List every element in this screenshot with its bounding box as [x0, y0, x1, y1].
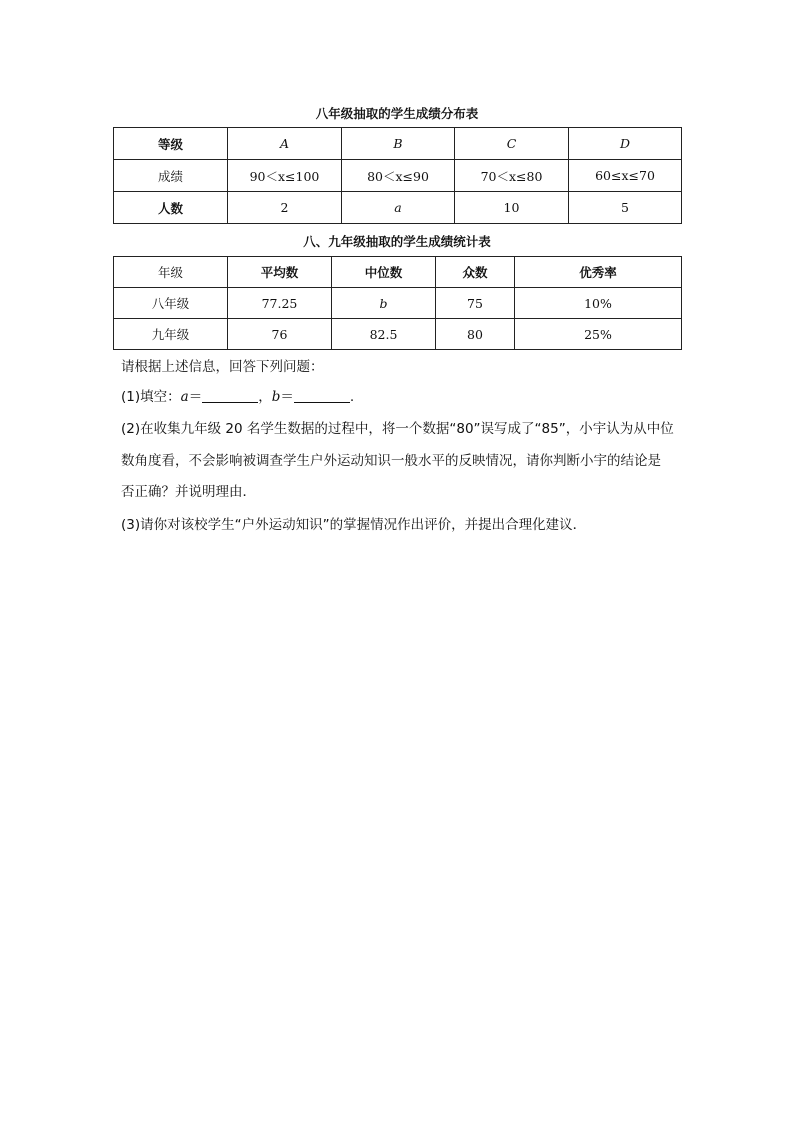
q1-equals-a: ＝ — [188, 389, 203, 405]
row-label-grade-level: 等级 — [114, 128, 228, 160]
questions-intro: 请根据上述信息，回答下列问题： — [121, 359, 324, 375]
table-cell: b — [332, 288, 436, 319]
table-cell: 76 — [228, 319, 332, 350]
question-1 — [121, 382, 681, 412]
table-row — [114, 128, 682, 160]
table-cell: D — [569, 128, 682, 160]
q1-equals-b: ＝ — [280, 389, 294, 405]
table-row — [114, 160, 682, 192]
row-label-score: 成绩 — [114, 160, 228, 192]
column-header: 年级 — [114, 257, 228, 288]
table-cell: 25% — [515, 319, 682, 350]
table-cell: C — [455, 128, 569, 160]
table-cell: 2 — [228, 192, 342, 224]
table-header-row — [114, 257, 682, 288]
table-cell: 10% — [515, 288, 682, 319]
column-header: 中位数 — [332, 257, 436, 288]
table-cell: 八年级 — [114, 288, 228, 319]
question-3: (3)请你对该校学生“户外运动知识”的掌握情况作出评价，并提出合理化建议． — [121, 517, 587, 533]
q1-var-a: a — [180, 389, 189, 405]
grade-distribution-table — [113, 127, 682, 224]
table1-caption: 八年级抽取的学生成绩分布表 — [315, 106, 479, 121]
table-row — [114, 288, 682, 319]
table-cell: 82.5 — [332, 319, 436, 350]
table-row — [114, 319, 682, 350]
table-cell: A — [228, 128, 342, 160]
row-label-count: 人数 — [114, 192, 228, 224]
grade-statistics-table — [113, 256, 682, 350]
table-cell: a — [342, 192, 455, 224]
table-cell: 90＜x≤100 — [228, 160, 342, 192]
answer-blank-a — [202, 388, 258, 403]
table-cell: 5 — [569, 192, 682, 224]
column-header: 众数 — [436, 257, 515, 288]
table-cell: 75 — [436, 288, 515, 319]
q1-separator: ， — [258, 389, 272, 405]
table-cell: 80＜x≤90 — [342, 160, 455, 192]
table-cell: 70＜x≤80 — [455, 160, 569, 192]
q1-var-b: b — [271, 389, 281, 405]
q1-end: . — [349, 389, 355, 405]
q1-prefix: (1)填空： — [121, 389, 181, 405]
column-header: 平均数 — [228, 257, 332, 288]
table-cell: 77.25 — [228, 288, 332, 319]
table-cell: 80 — [436, 319, 515, 350]
question-2-line-2: 数角度看，不会影响被调查学生户外运动知识一般水平的反映情况，请你判断小宇的结论是 — [121, 453, 661, 469]
table-cell: 九年级 — [114, 319, 228, 350]
table2-caption: 八、九年级抽取的学生成绩统计表 — [303, 234, 491, 249]
table-cell: B — [342, 128, 455, 160]
table-cell: 10 — [455, 192, 569, 224]
question-2-line-1: (2)在收集九年级 20 名学生数据的过程中，将一个数据“80”误写成了“85”，小宇认为从中位 — [121, 421, 674, 437]
table-cell: 60≤x≤70 — [569, 160, 682, 192]
answer-blank-b — [294, 388, 350, 403]
table-row — [114, 192, 682, 224]
question-2-line-3: 否正确？并说明理由． — [121, 484, 256, 500]
column-header: 优秀率 — [515, 257, 682, 288]
